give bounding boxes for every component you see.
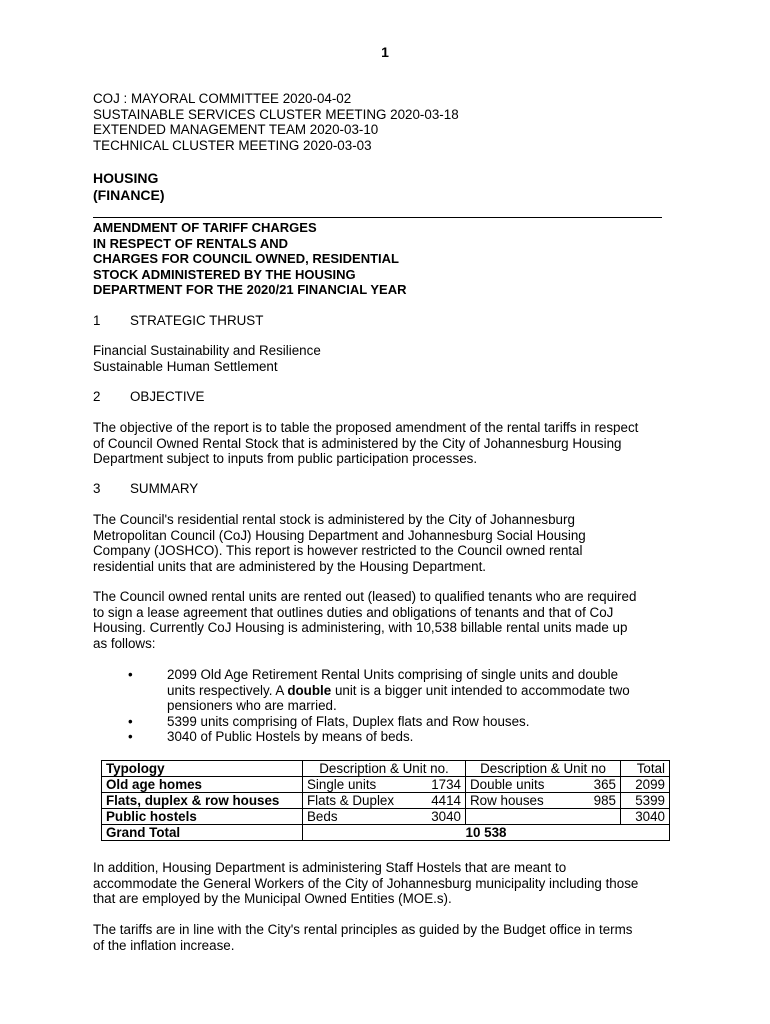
bullet-text-part: units respectively. A xyxy=(167,682,288,698)
text-line: that are employed by the Municipal Owned Entities (MOE.s). xyxy=(93,891,452,906)
table-total-row xyxy=(102,825,670,841)
table-cell: Old age homes xyxy=(102,777,303,793)
tariffs-paragraph xyxy=(93,922,676,953)
bullet-text: 2099 Old Age Retirement Rental Units comprising of single units and double xyxy=(167,667,619,682)
section-title: STRATEGIC THRUST xyxy=(130,313,264,328)
text-line: as follows: xyxy=(93,635,156,651)
bullet-text-part: unit is a bigger unit intended to accommodate two xyxy=(331,682,630,698)
department-sub: (FINANCE) xyxy=(93,187,165,203)
cell-value: 3040 xyxy=(431,809,461,824)
table-cell: 3040 xyxy=(621,809,670,825)
meeting-header xyxy=(93,91,459,153)
table-header-row xyxy=(102,761,670,777)
table-cell xyxy=(466,809,621,825)
cell-label: Row houses xyxy=(470,793,544,808)
table-row xyxy=(102,777,670,793)
bullet-text: 5399 units comprising of Flats, Duplex flats and Row houses. xyxy=(167,713,530,729)
text-line: to sign a lease agreement that outlines duties and obligations of tenants and that of CoJ xyxy=(93,604,614,620)
text-line: The Council owned rental units are rented out (leased) to qualified tenants who are required xyxy=(93,589,637,604)
title-line: CHARGES FOR COUNCIL OWNED, RESIDENTIAL xyxy=(93,251,399,266)
table-cell: 5399 xyxy=(621,793,670,809)
cell-value: 4414 xyxy=(431,793,461,808)
text-line: Company (JOSHCO). This report is however restricted to the Council owned rental xyxy=(93,543,583,558)
bullet-icon: • xyxy=(128,667,133,682)
text-line: residential units that are administered by the Housing Department. xyxy=(93,558,487,574)
section-heading-summary xyxy=(93,481,198,496)
cell-label: Beds xyxy=(307,809,338,824)
bullet-emphasis: double xyxy=(287,682,332,698)
text-line: Housing. Currently CoJ Housing is administering, with 10,538 billable rental units made up xyxy=(93,620,628,635)
list-item xyxy=(128,714,676,730)
list-item xyxy=(128,729,676,745)
table-header-cell: Description & Unit no xyxy=(466,761,621,777)
typology-table xyxy=(101,760,670,841)
table-cell xyxy=(303,809,466,825)
page-number: 1 xyxy=(381,44,389,60)
bullet-text: pensioners who are married. xyxy=(167,698,337,713)
text-line: The Council's residential rental stock is administered by the City of Johannesburg xyxy=(93,512,575,527)
header-line: TECHNICAL CLUSTER MEETING 2020-03-03 xyxy=(93,137,372,153)
title-line: DEPARTMENT FOR THE 2020/21 FINANCIAL YEAR xyxy=(93,282,407,297)
cell-value: 365 xyxy=(593,777,616,792)
section-title: SUMMARY xyxy=(130,481,199,496)
table-cell: Grand Total xyxy=(102,825,303,841)
table-cell: 2099 xyxy=(621,777,670,793)
table-cell xyxy=(466,777,621,793)
header-line: SUSTAINABLE SERVICES CLUSTER MEETING 2020-03-18 xyxy=(93,106,459,122)
table-header-cell: Total xyxy=(621,761,670,777)
table-cell xyxy=(303,777,466,793)
section-title: OBJECTIVE xyxy=(130,389,205,404)
text-line: of Council Owned Rental Stock that is administered by the City of Johannesburg Housing xyxy=(93,435,622,451)
text-line: The objective of the report is to table the proposed amendment of the rental tariffs in respect xyxy=(93,420,639,435)
table-cell: Flats, duplex & row houses xyxy=(102,793,303,809)
title-line: STOCK ADMINISTERED BY THE HOUSING xyxy=(93,266,356,282)
text-line: Metropolitan Council (CoJ) Housing Department and Johannesburg Social Housing xyxy=(93,527,586,543)
text-line: In addition, Housing Department is administering Staff Hostels that are meant to xyxy=(93,860,567,875)
title-line: AMENDMENT OF TARIFF CHARGES xyxy=(93,220,317,235)
cell-label: Double units xyxy=(470,777,545,792)
report-title xyxy=(93,220,407,298)
cell-value: 1734 xyxy=(431,777,461,792)
header-line: COJ : MAYORAL COMMITTEE 2020-04-02 xyxy=(93,91,352,106)
grand-total-value: 10 538 xyxy=(303,825,670,841)
section-number: 1 xyxy=(93,313,101,328)
cell-label: Single units xyxy=(307,777,377,792)
text-line: Department subject to inputs from public participation processes. xyxy=(93,451,478,466)
text-line: of the inflation increase. xyxy=(93,937,235,953)
objective-paragraph xyxy=(93,420,676,467)
strategic-thrust-text xyxy=(93,343,676,374)
header-line: EXTENDED MANAGEMENT TEAM 2020-03-10 xyxy=(93,122,379,137)
addition-paragraph xyxy=(93,860,676,907)
section-heading-objective xyxy=(93,389,204,404)
table-cell xyxy=(466,793,621,809)
table-row xyxy=(102,809,670,825)
department-name: HOUSING xyxy=(93,170,159,186)
section-heading-strategic-thrust xyxy=(93,313,263,328)
unit-bullet-list xyxy=(128,667,676,745)
table-header-cell: Typology xyxy=(102,761,303,777)
table-row xyxy=(102,793,670,809)
bullet-text: 3040 of Public Hostels by means of beds. xyxy=(167,729,414,744)
list-item xyxy=(128,667,676,714)
summary-paragraph-1 xyxy=(93,512,676,574)
text-line: The tariffs are in line with the City's rental principles as guided by the Budget office in terms xyxy=(93,922,633,937)
table-header-cell: Description & Unit no. xyxy=(303,761,466,777)
cell-label: Flats & Duplex xyxy=(307,793,395,808)
text-line: Financial Sustainability and Resilience xyxy=(93,343,321,358)
summary-paragraph-2 xyxy=(93,589,676,651)
section-number: 3 xyxy=(93,481,101,496)
table-cell: Public hostels xyxy=(102,809,303,825)
title-line: IN RESPECT OF RENTALS AND xyxy=(93,235,289,251)
text-line: Sustainable Human Settlement xyxy=(93,358,278,374)
text-line: accommodate the General Workers of the City of Johannesburg municipality including those xyxy=(93,875,639,891)
bullet-icon: • xyxy=(128,729,133,744)
section-number: 2 xyxy=(93,389,101,404)
department-heading xyxy=(93,170,165,204)
table-cell xyxy=(303,793,466,809)
bullet-icon: • xyxy=(128,713,133,729)
cell-value: 985 xyxy=(593,793,616,808)
bullet-text xyxy=(167,683,676,699)
title-divider xyxy=(93,217,662,218)
